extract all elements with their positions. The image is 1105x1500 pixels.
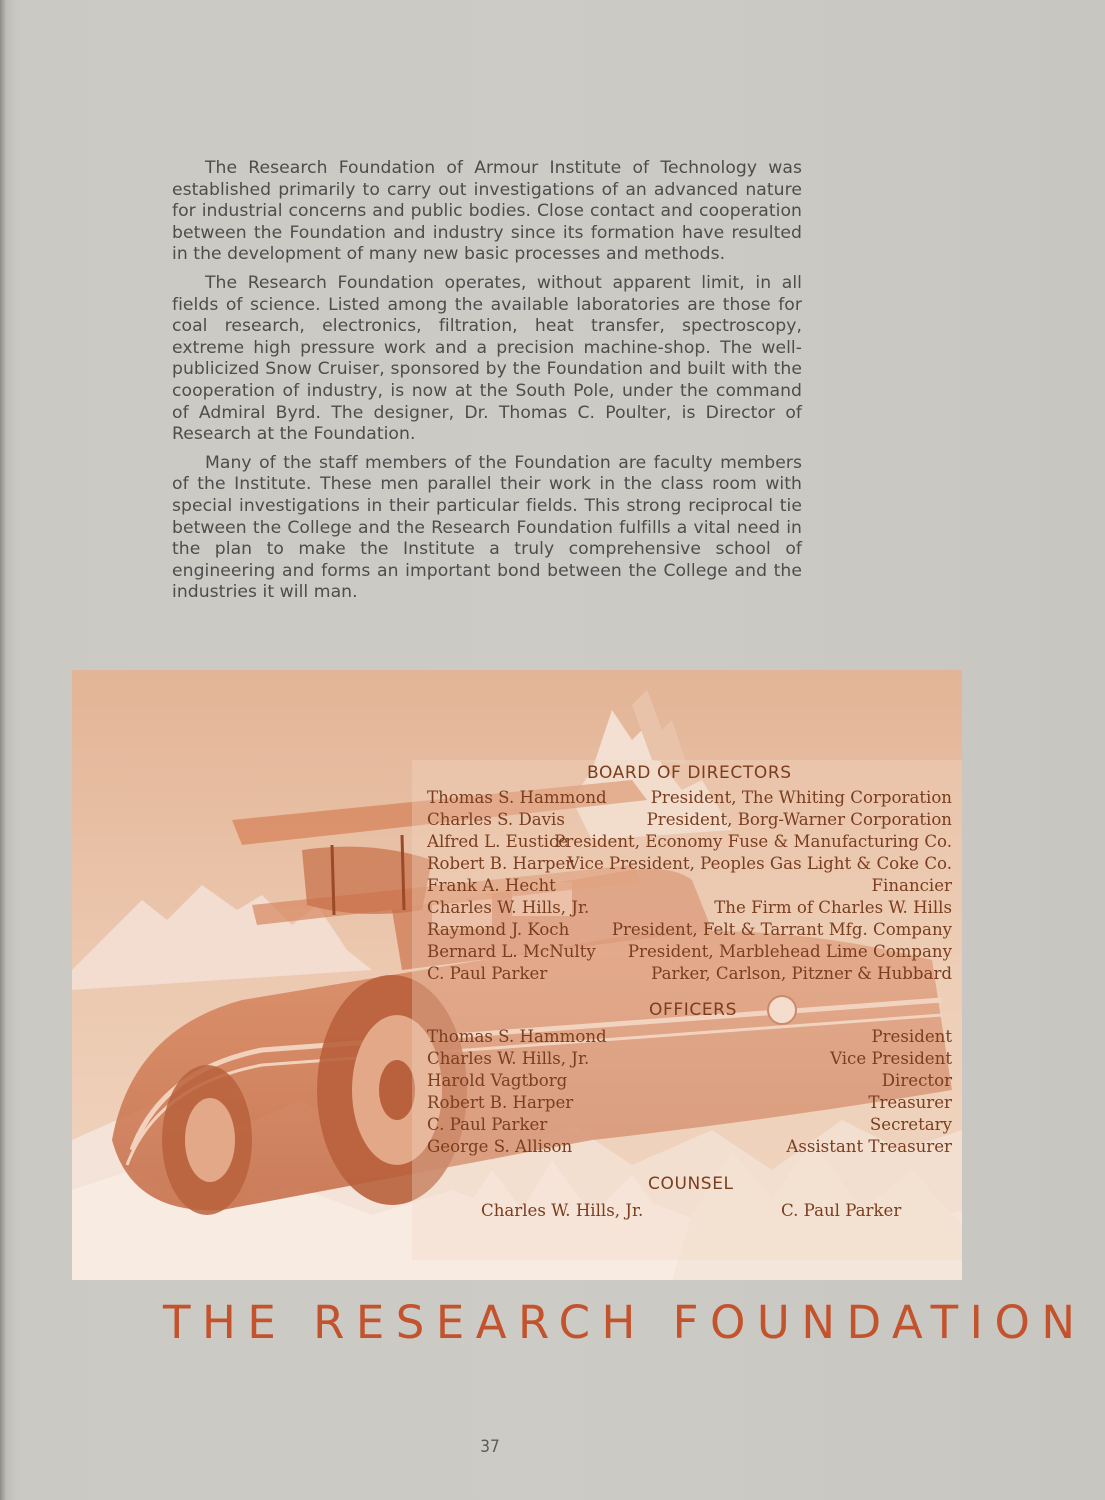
intro-paragraph-2: The Research Foundation operates, without apparent limit, in all fields of science. Listed among the available laboratories are those for coal research, electronics, filtration, heat transfer, spectroscopy, extreme high pressure work and a precision machine-shop. The well-publicized Snow Cruiser, sponsored by the Foundation and built with the cooperation of industry, is now at the South Pole, under the command of Admiral Byrd. The designer, Dr. Thomas C. Poulter, is Director of Research at the Foundation. — [172, 272, 802, 445]
page-number: 37 — [480, 1437, 500, 1457]
board-member-name: Thomas S. Hammond — [427, 788, 607, 807]
officer-role: President — [871, 1027, 952, 1046]
officer-role: Treasurer — [868, 1093, 952, 1112]
intro-text — [172, 158, 802, 611]
officer-name: Charles W. Hills, Jr. — [427, 1049, 590, 1068]
board-row — [427, 809, 952, 831]
counsel-name: C. Paul Parker — [781, 1201, 902, 1220]
officer-row — [427, 1070, 952, 1092]
officer-role: Assistant Treasurer — [786, 1137, 952, 1156]
officer-name: Robert B. Harper — [427, 1093, 574, 1112]
intro-paragraph-1: The Research Foundation of Armour Institute of Technology was established primarily to carry out investigations of an advanced nature for industrial concerns and public bodies. Close contact and cooperation between the Foundation and industry since its formation have resulted in the development of many new basic processes and methods. — [172, 158, 802, 265]
board-member-name: Robert B. Harper — [427, 854, 574, 873]
board-member-role: President, Economy Fuse & Manufacturing Co. — [554, 832, 952, 851]
board-member-name: Bernard L. McNulty — [427, 942, 596, 961]
officer-row — [427, 1048, 952, 1070]
officer-row — [427, 1092, 952, 1114]
board-row — [427, 941, 952, 963]
board-member-role: The Firm of Charles W. Hills — [714, 898, 952, 917]
binding-edge — [0, 0, 6, 1500]
board-member-name: Charles S. Davis — [427, 810, 565, 829]
board-listing — [72, 670, 962, 1280]
board-member-name: Alfred L. Eustice — [427, 832, 569, 851]
board-row — [427, 919, 952, 941]
officers-heading: OFFICERS — [649, 1000, 737, 1020]
board-member-role: Financier — [871, 876, 952, 895]
board-member-role: Parker, Carlson, Pitzner & Hubbard — [651, 964, 952, 983]
board-member-name: Frank A. Hecht — [427, 876, 556, 895]
officer-role: Director — [881, 1071, 952, 1090]
board-member-role: President, The Whiting Corporation — [650, 788, 952, 807]
board-row — [427, 831, 952, 853]
board-row — [427, 875, 952, 897]
board-row — [427, 787, 952, 809]
board-row — [427, 853, 952, 875]
counsel-name: Charles W. Hills, Jr. — [481, 1201, 644, 1220]
board-member-role: Vice President, Peoples Gas Light & Coke Co. — [567, 854, 952, 873]
officer-row — [427, 1114, 952, 1136]
board-member-role: President, Felt & Tarrant Mfg. Company — [611, 920, 952, 939]
board-member-name: C. Paul Parker — [427, 964, 548, 983]
officer-name: Harold Vagtborg — [427, 1071, 568, 1090]
officer-name: George S. Allison — [427, 1137, 573, 1156]
page-title: THE RESEARCH FOUNDATION — [163, 1296, 1087, 1349]
officer-name: C. Paul Parker — [427, 1115, 548, 1134]
board-member-role: President, Borg-Warner Corporation — [646, 810, 952, 829]
officer-row — [427, 1136, 952, 1158]
counsel-heading: COUNSEL — [648, 1174, 734, 1194]
board-row — [427, 897, 952, 919]
intro-paragraph-3: Many of the staff members of the Foundation are faculty members of the Institute. These men parallel their work in the class room with special investigations in their particular fields. This strong reciprocal tie between the College and the Research Foundation fulfills a vital need in the plan to make the Institute a truly comprehensive school of engineering and forms an important bond between the College and the industries it will man. — [172, 452, 802, 603]
officer-row — [427, 1026, 952, 1048]
board-member-name: Charles W. Hills, Jr. — [427, 898, 590, 917]
officer-role: Secretary — [869, 1115, 952, 1134]
officer-role: Vice President — [830, 1049, 952, 1068]
snow-cruiser-illustration-panel — [72, 670, 962, 1280]
board-member-role: President, Marblehead Lime Company — [627, 942, 952, 961]
board-member-name: Raymond J. Koch — [427, 920, 570, 939]
officer-name: Thomas S. Hammond — [427, 1027, 607, 1046]
board-of-directors-heading: BOARD OF DIRECTORS — [587, 763, 792, 783]
board-row — [427, 963, 952, 985]
